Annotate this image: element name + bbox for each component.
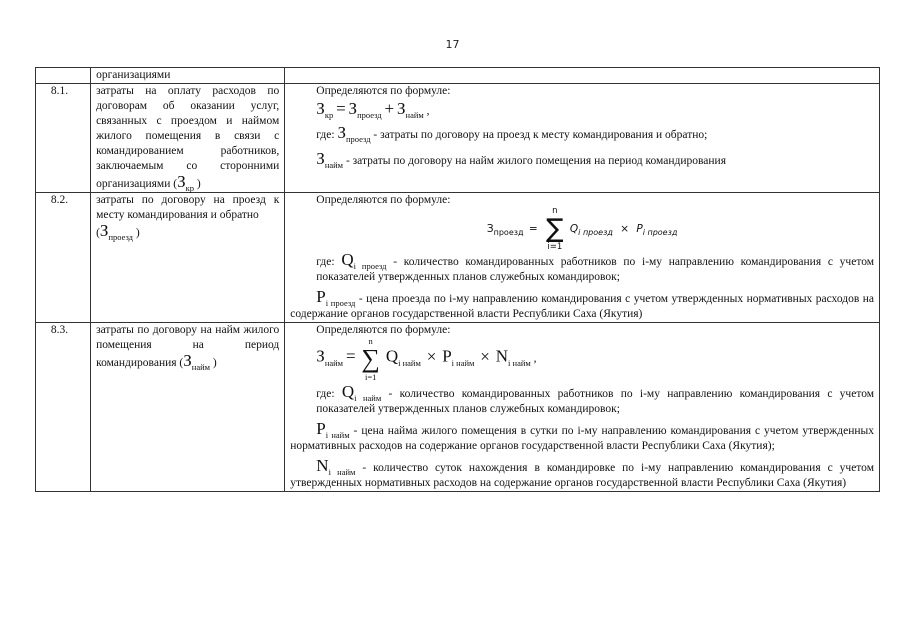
symbol: З: [183, 351, 192, 370]
sum-operator: [546, 206, 564, 252]
times-sign: ×: [620, 223, 630, 235]
norms-table: [35, 67, 880, 492]
formula-cell: [285, 323, 880, 492]
paren-close: ): [212, 357, 217, 369]
where-subscript: i проезд: [325, 298, 356, 308]
formula-term: З: [396, 99, 406, 118]
sigma-icon: ∑: [361, 344, 380, 373]
formula-subscript: проезд: [357, 110, 382, 120]
plus-sign: +: [384, 99, 395, 118]
symbol-subscript: кр: [185, 183, 194, 193]
where-subscript: проезд: [345, 134, 371, 144]
description-text: затраты по договору на проезд к месту командирования и обратно: [96, 194, 280, 221]
where-line: [290, 289, 874, 322]
description-cell: [91, 68, 285, 84]
sigma-icon: ∑: [546, 214, 564, 244]
formula: [290, 206, 874, 252]
formula-term: N: [495, 346, 509, 366]
where-subscript: найм: [324, 160, 344, 170]
equals-sign: =: [336, 99, 346, 118]
where-symbol: З: [337, 123, 346, 142]
paren-close: ): [196, 178, 201, 190]
formula-end: ,: [533, 352, 537, 365]
formula-cell: [285, 68, 880, 84]
formula-subscript: i найм: [508, 357, 531, 368]
formula-symbol: З: [486, 223, 494, 235]
where-symbol: P: [316, 287, 326, 306]
where-prefix: где:: [316, 388, 335, 400]
formula-cell: [285, 84, 880, 193]
formula-intro: Определяются по формуле:: [316, 85, 451, 97]
row-number-cell: [36, 68, 91, 84]
symbol-subscript: проезд: [108, 232, 133, 242]
where-text: - затраты по договору на проезд к месту командирования и обратно;: [370, 129, 708, 141]
where-symbol: З: [316, 149, 325, 168]
where-line: [290, 125, 874, 143]
times-sign: ×: [426, 346, 437, 366]
sum-lower-limit: i=1: [364, 372, 377, 382]
formula-cell: [285, 193, 880, 323]
description-text: затраты по договору на найм жилого помещения на период командирования (: [96, 324, 280, 369]
where-subscript: i найм: [354, 393, 382, 403]
where-symbol: Q: [341, 382, 355, 401]
equals-sign: =: [345, 346, 356, 366]
where-subscript: i найм: [328, 467, 356, 477]
formula-term: З: [348, 99, 358, 118]
row-number: 8.1.: [36, 84, 91, 193]
formula-term: P: [636, 223, 643, 235]
where-symbol: P: [316, 419, 326, 438]
description-text: затраты на оплату расходов по договорам об оказании услуг, связанных с проездом и наймом жилого помещения в связи с командированием работников, заключаемым со сторонними организациями (: [96, 85, 280, 190]
page-number: 17: [445, 38, 460, 51]
sum-upper-limit: n: [368, 336, 373, 346]
sum-operator: [361, 336, 380, 382]
where-symbol: N: [316, 456, 329, 475]
formula-subscript: проезд: [493, 228, 524, 237]
description-cell: [91, 323, 285, 492]
description-text: организациями: [96, 69, 171, 81]
formula-term: P: [442, 346, 452, 366]
table-row: [36, 68, 880, 84]
sum-upper-limit: n: [552, 206, 558, 216]
row-number: 8.2.: [36, 193, 91, 323]
where-subscript: i найм: [325, 430, 350, 440]
formula: [290, 336, 874, 382]
where-line: [290, 252, 874, 285]
formula-intro: Определяются по формуле:: [316, 194, 451, 206]
where-line: [290, 458, 874, 491]
paren-open: (: [96, 227, 100, 239]
where-text: - цена проезда по i-му направлению командирования с учетом утвержденных нормативных расходов на содержание органов государственной власти Республики Саха (Якутия): [290, 293, 875, 320]
where-symbol: Q: [341, 250, 354, 269]
formula-symbol: З: [316, 346, 325, 366]
where-text: - количество суток нахождения в командировке по i-му направлению командирования с учетом утвержденных нормативных расходов на содержание органов государственной власти Республики Саха (Якутия): [290, 462, 874, 489]
formula-term: Q: [385, 346, 399, 366]
symbol: З: [99, 221, 109, 240]
formula-symbol: З: [316, 99, 325, 118]
description-cell: [91, 84, 285, 193]
paren-close: ): [135, 227, 140, 239]
formula-end: ,: [426, 105, 430, 117]
description-cell: [91, 193, 285, 323]
formula-subscript: найм: [324, 357, 344, 368]
symbol: З: [177, 172, 186, 191]
formula-subscript: i проезд: [642, 228, 678, 237]
where-text: - количество командированных работников по i-му направлению командирования с учетом показателей утвержденных планов служебных командировок;: [316, 256, 875, 283]
table-row: [36, 193, 880, 323]
formula-subscript: найм: [405, 110, 424, 120]
where-prefix: где:: [316, 129, 335, 141]
table-row: [36, 84, 880, 193]
where-prefix: где:: [316, 256, 335, 268]
symbol-subscript: найм: [191, 362, 211, 372]
where-line: [290, 384, 874, 417]
where-text: - количество командированных работников по i-му направлению командирования с учетом показателей утвержденных планов служебных командировок;: [316, 388, 874, 415]
formula-term: Q: [569, 223, 579, 235]
formula-subscript: i найм: [398, 357, 421, 368]
where-text: - цена найма жилого помещения в сутки по i-му направлению командирования с учетом утвержденных нормативных расходов на содержание органов государственной власти Республики Саха (Якутия);: [290, 425, 874, 452]
formula-subscript: i проезд: [578, 228, 613, 237]
formula: [290, 101, 874, 119]
formula-subscript: кр: [324, 110, 334, 120]
where-text: - затраты по договору на найм жилого помещения на период командирования: [343, 155, 726, 167]
equals-sign: =: [528, 223, 538, 235]
where-subscript: i проезд: [353, 261, 387, 271]
table-row: [36, 323, 880, 492]
sum-lower-limit: i=1: [547, 242, 563, 252]
row-number: 8.3.: [36, 323, 91, 492]
where-line: [290, 421, 874, 454]
times-sign: ×: [480, 346, 490, 366]
where-line: [290, 151, 874, 187]
formula-intro: Определяются по формуле:: [316, 324, 451, 336]
formula-subscript: i найм: [451, 357, 475, 368]
